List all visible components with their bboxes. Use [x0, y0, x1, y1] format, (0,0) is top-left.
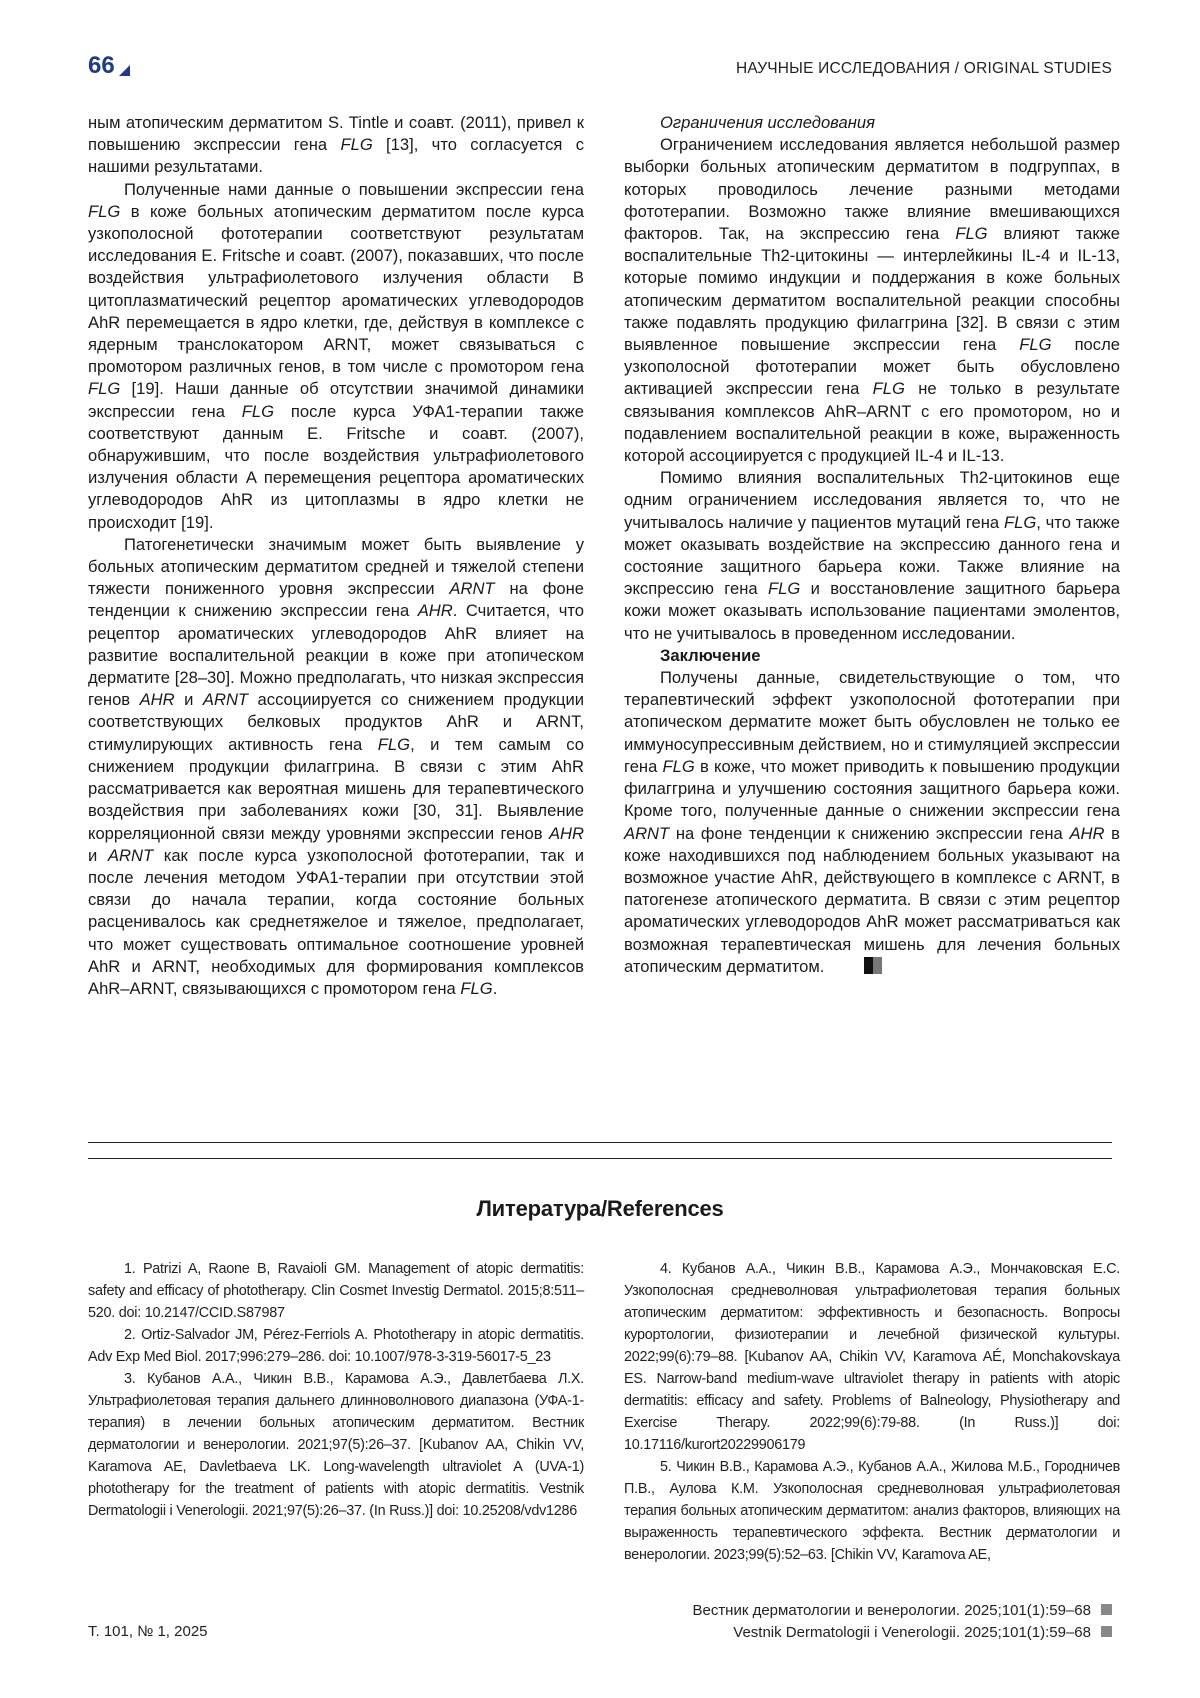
section-divider-top: [88, 1142, 1112, 1143]
reference-item: 4. Кубанов А.А., Чикин В.В., Карамова А.Э., Мончаковская Е.С. Узкополосная средневолновая ультрафиолетовая терапия больных атопическим дерматитом: эффективность и безопасность. Вопросы курортологии, физиотерапии и лечебной физической культуры. 2022;99(6):79–88. [Kubanov AA, Chikin VV, Karamova AÉ, Monchakovskaya ES. Narrow-band medium-wave ultraviolet therapy in patients with atopic dermatitis: efficacy and safety. Problems of Balneology, Physiotherapy and Exercise Therapy. 2022;99(6):79-88. (In Russ.)] doi: 10.17116/kurort20229906179: [624, 1261, 1120, 1453]
square-bullet-icon: [1101, 1604, 1112, 1615]
footer-journal: [692, 1600, 1112, 1644]
right-paragraph-2: Помимо влияния воспалительных Th2-цитокинов еще одним ограничением исследования является то, что не учитывалось наличие у пациентов мутаций гена FLG, что также может оказывать воздействие на экспрессию данного гена и состояние защитного барьера кожи. Также влияние на экспрессию гена FLG и восстановление защитного барьера кожи может оказывать использование пациентами эмолентов, что не учитывалось в проведенном исследовании.: [624, 468, 1120, 643]
reference-item: 5. Чикин В.В., Карамова А.Э., Кубанов А.А., Жилова М.Б., Городничев П.В., Аулова К.М. Узкополосная средневолновая ультрафиолетовая терапия больных атопическим дерматитом: анализ факторов, влияющих на выраженность терапевтического эффекта. Вестник дерматологии и венерологии. 2023;99(5):52–63. [Chikin VV, Karamova AE,: [624, 1459, 1120, 1563]
page-number-text: 66: [88, 52, 115, 79]
end-of-article-icon: [828, 957, 882, 980]
references-title: Литература/References: [476, 1196, 724, 1221]
footer-journal-ru: Вестник дерматологии и венерологии. 2025;101(1):59–68: [692, 1602, 1091, 1619]
references-right-column: [624, 1258, 1120, 1566]
running-head: НАУЧНЫЕ ИССЛЕДОВАНИЯ / ORIGINAL STUDIES: [735, 60, 1112, 77]
left-column: [88, 112, 584, 1000]
limitations-heading: Ограничения исследования: [660, 113, 875, 132]
left-paragraph-1: ным атопическим дерматитом S. Tintle и соавт. (2011), привел к повышению экспрессии гена FLG [13], что согласуется с нашими результатами.: [88, 113, 584, 177]
section-divider-bottom: [88, 1158, 1112, 1159]
footer-journal-en: Vestnik Dermatologii i Venerologii. 2025;101(1):59–68: [733, 1624, 1091, 1641]
square-bullet-icon: [1101, 1626, 1112, 1637]
left-paragraph-2: Полученные нами данные о повышении экспрессии гена FLG в коже больных атопическим дерматитом после курса узкополосной фототерапии соответствуют результатам исследования E. Fritsche и соавт. (2007), показавших, что после воздействия ультрафиолетового излучения области B цитоплазматический рецептор ароматических углеводородов AhR перемещается в ядро клетки, где, действуя в комплексе с ядерным транслокатором ARNT, может связываться с промотором различных генов, в том числе с промотором гена FLG [19]. Наши данные об отсутствии значимой динамики экспрессии гена FLG после курса УФА1-терапии также соответствуют данным E. Fritsche и соавт. (2007), обнаружившим, что после воздействия ультрафиолетового излучения области A перемещения рецептора ароматических углеводородов AhR из цитоплазмы в ядро клетки не происходит [19].: [88, 179, 584, 532]
reference-item: 1. Patrizi A, Raone B, Ravaioli GM. Management of atopic dermatitis: safety and efficacy of phototherapy. Clin Cosmet Investig Dermatol. 2015;8:511–520. doi: 10.2147/CCID.S87987: [88, 1261, 584, 1321]
footer-volume: Т. 101, № 1, 2025: [88, 1623, 208, 1640]
left-paragraph-3: Патогенетически значимым может быть выявление у больных атопическим дерматитом средней и тяжелой степени тяжести пониженного уровня экспрессии ARNT на фоне тенденции к снижению экспрессии гена AHR. Считается, что рецептор ароматических углеводородов AhR влияет на развитие воспалительной реакции в коже при атопическом дерматите [28–30]. Можно предполагать, что низкая экспрессия генов AHR и ARNT ассоциируется со снижением продукции соответствующих белковых продуктов AhR и ARNT, стимулирующих активность гена FLG, и тем самым со снижением продукции филаггрина. В связи с этим AhR рассматривается как вероятная мишень для терапевтического воздействия при заболеваниях кожи [30, 31]. Выявление корреляционной связи между уровнями экспрессии генов AHR и ARNT как после курса узкополосной фототерапии, так и после лечения методом УФА1-терапии при отсутствии этой связи до начала терапии, когда состояние больных расценивалось как среднетяжелое и тяжелое, предполагает, что может существовать оптимальное соотношение уровней AhR и ARNT, необходимых для формирования комплексов AhR–ARNT, связывающихся с промотором гена FLG.: [88, 534, 584, 998]
reference-item: 3. Кубанов А.А., Чикин В.В., Карамова А.Э., Давлетбаева Л.Х. Ультрафиолетовая терапия дальнего длинноволнового диапазона (УФА-1-терапия) в лечении больных атопическим дерматитом. Вестник дерматологии и венерологии. 2021;97(5):26–37. [Kubanov AA, Chikin VV, Karamova AE, Davletbaeva LK. Long-wavelength ultraviolet A (UVA-1) phototherapy for the treatment of patients with atopic dermatitis. Vestnik Dermatologii i Venerologii. 2021;97(5):26–37. (In Russ.)] doi: 10.25208/vdv1286: [88, 1371, 584, 1519]
right-paragraph-1: Ограничением исследования является небольшой размер выборки больных атопическим дерматитом в подгруппах, в которых проводилось лечение разными методами фототерапии. Возможно также влияние вмешивающихся факторов. Так, на экспрессию гена FLG влияют также воспалительные Th2-цитокины — интерлейкины IL-4 и IL-13, которые помимо индукции и поддержания в коже больных атопическим дерматитом воспалительной реакции способны также подавлять продукцию филаггрина [32]. В связи с этим выявленное повышение экспрессии гена FLG после узкополосной фототерапии может быть обусловлено активацией экспрессии гена FLG не только в результате связывания комплексов AhR–ARNT с его промотором, но и подавлением воспалительной реакции в коже, выраженность которой ассоциируется с продукцией IL-4 и IL-13.: [624, 135, 1120, 466]
page-corner-mark: [119, 65, 130, 76]
right-column: [624, 112, 1120, 980]
references-left-column: [88, 1258, 584, 1522]
page-number: [88, 52, 130, 80]
reference-item: 2. Ortiz-Salvador JM, Pérez-Ferriols A. Phototherapy in atopic dermatitis. Adv Exp Med Biol. 2017;996:279–286. doi: 10.1007/978-3-319-56017-5_23: [88, 1327, 584, 1365]
conclusion-text: Получены данные, свидетельствующие о том, что терапевтический эффект узкополосной фототерапии при атопическом дерматите может быть обусловлен не только ее иммуносупрессивным действием, но и стимуляцией экспрессии гена FLG в коже, что может приводить к повышению продукции филаггрина и улучшению состояния защитного барьера кожи. Кроме того, полученные данные о снижении экспрессии гена ARNT на фоне тенденции к снижению экспрессии гена AHR в коже находившихся под наблюдением больных указывают на возможное участие AhR, действующего в комплексе с ARNT, в патогенезе атопического дерматита. В связи с этим рецептор ароматических углеводородов AhR может рассматриваться как возможная терапевтическая мишень для лечения больных атопическим дерматитом.: [624, 668, 1120, 976]
conclusion-heading: Заключение: [660, 645, 761, 665]
conclusion-paragraph: [624, 667, 1120, 980]
